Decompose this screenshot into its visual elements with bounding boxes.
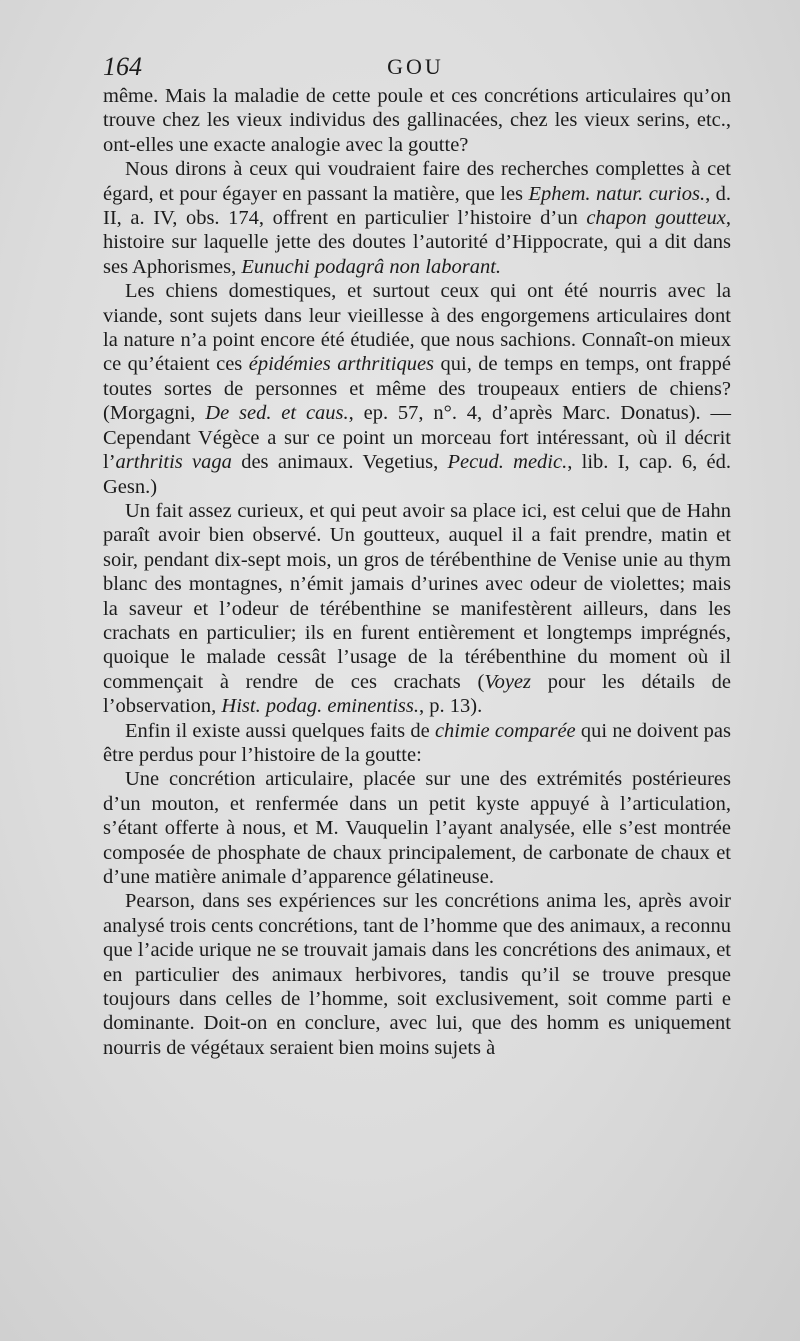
term-voyez: Voyez [484, 670, 531, 693]
paragraph-3 [103, 279, 731, 499]
text-run: , d. II, a. IV, obs. 174, offrent en particulier l’histoire d’un [103, 182, 732, 230]
paragraph-2 [103, 157, 731, 279]
text-run: Les chiens domestiques, et surtout ceux qui ont été nourris avec la viande, sont sujets dans leur vieillesse à des engorgemens articulaires dont la nature n’a point encore été étudiée, que nous sachions. Connaît-on mieux ce qu’étaient ces [103, 280, 731, 376]
text-run: Pearson, dans ses expériences sur les concrétions anima les, après avoir analysé trois cents concrétions, tant de l’homme que des animaux, a reconnu que l’acide urique ne se trouvait jamais dans les concrétions des animaux, et en particulier des animaux herbivores, tandis qu’il se trouve presque toujours dans celles de l’homme, soit exclusivement, soit comme parti e dominante. Doit-on en conclure, avec lui, que des homm es uniquement nourris de végétaux seraient bien moins sujets à [103, 890, 731, 1059]
text-run: , p. 13). [419, 695, 483, 718]
text-run: des animaux. Vegetius, [231, 451, 448, 474]
text-run: , lib. I, cap. 6, éd. Gesn.) [103, 451, 731, 498]
body-text [103, 84, 731, 1060]
citation-ephem: Ephem. natur. curios. [528, 182, 706, 205]
page-header [103, 52, 728, 84]
page-number: 164 [103, 52, 142, 81]
paragraph-5 [103, 719, 731, 768]
text-run: Enfin il existe aussi quelques faits de [125, 719, 435, 742]
text-run: qui, de temps en temps, ont frappé toutes sortes de personnes et même des troupeaux entiers de chiens? (Morgagni, [103, 353, 731, 425]
citation-hist-podag: Hist. podag. eminentiss. [221, 695, 420, 718]
text-run: même. Mais la maladie de cette poule et ces concrétions articulaires qu’on trouve chez les vieux individus des gallinacées, chez les vieux serins, etc., ont-elles une exacte analogie avec la goutte? [103, 85, 731, 156]
paragraph-4 [103, 499, 731, 719]
citation-pecud: Pecud. medic. [447, 451, 568, 474]
text-run: Un fait assez curieux, et qui peut avoir sa place ici, est celui que de Hahn paraît avoir bien observé. Un goutteux, auquel il a fait prendre, matin et soir, pendant dix-sept mois, un gros de térébenthine de Venise unie au thym blanc des montagnes, n’émit jamais d’urines avec odeur de violettes; mais la saveur et l’odeur de térébenthine se manifestèrent ailleurs, dans les crachats en particulier; ils en furent entièrement et longtemps imprégnés, quoique le malade cessât l’usage de la térébenthine du moment où il commençait à rendre de ces crachats ( [103, 499, 731, 693]
paragraph-6 [103, 767, 731, 889]
paragraph-7 [103, 889, 731, 1060]
paragraph-1 [103, 84, 731, 157]
text-run: , ep. 57, n°. 4, d’après Marc. Donatus). — Cependant Végèce a sur ce point un morceau fort intéressant, où il décrit l’ [103, 402, 732, 474]
text-run: qui ne doivent pas être perdus pour l’histoire de la goutte: [103, 719, 731, 766]
text-run: Une concrétion articulaire, placée sur une des extrémités postérieures d’un mouton, et renfermée dans un petit kyste appuyé à l’articulation, s’étant offerte à nous, et M. Vauquelin l’ayant analysée, elle s’est montrée composée de phosphate de chaux principalement, de carbonate de chaux et d’une matière animale d’apparence gélatineuse. [103, 768, 731, 888]
term-chimie-comparee: chimie comparée [434, 719, 576, 742]
citation-de-sed: De sed. et caus. [205, 402, 349, 425]
quote-eunuchi: Eunuchi podagrâ non laborant. [241, 255, 502, 278]
text-run: pour les détails de l’observation, [103, 670, 731, 718]
term-arthritis-vaga: arthritis vaga [115, 451, 232, 474]
text-run: Nous dirons à ceux qui voudraient faire des recherches complettes à cet égard, et pour égayer en passant la matière, que les [103, 158, 731, 205]
running-head: GOU [387, 54, 444, 79]
term-epidemies: épidémies arthritiques [248, 353, 435, 376]
term-chapon-goutteux: chapon goutteux [586, 207, 726, 230]
text-run: , histoire sur laquelle jette des doutes l’autorité d’Hippocrate, qui a dit dans ses Aphorismes, [103, 207, 731, 278]
